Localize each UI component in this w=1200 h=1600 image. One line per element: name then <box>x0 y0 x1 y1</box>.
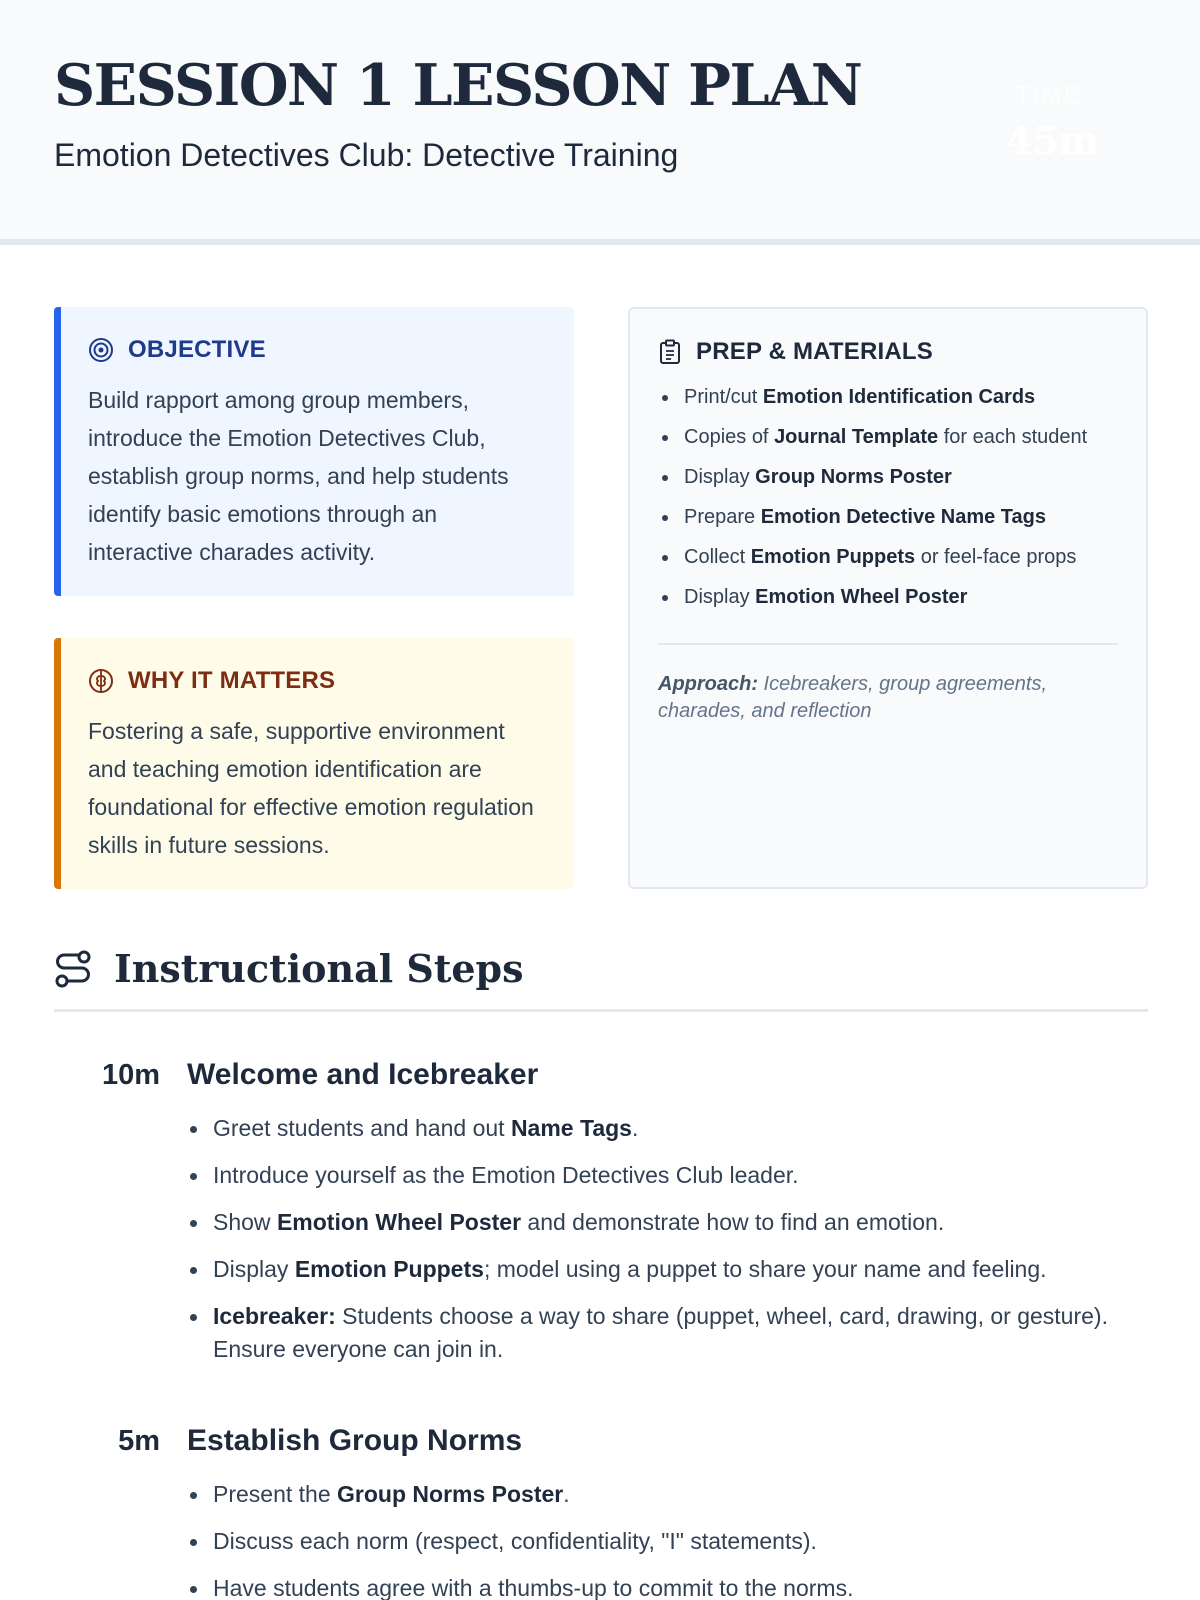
brain-icon <box>88 668 114 694</box>
list-item: Greet students and hand out Name Tags. <box>187 1112 1137 1145</box>
why-it-matters-text: Fostering a safe, supportive environment and teaching emotion identification are foundational for effective emotion regulation skills in future sessions. <box>88 718 534 858</box>
list-item: Display Group Norms Poster <box>658 465 1118 505</box>
list-item: Introduce yourself as the Emotion Detectives Club leader. <box>187 1159 1137 1192</box>
time-label: TIME <box>1016 82 1082 109</box>
page-title: SESSION 1 LESSON PLAN <box>54 52 862 119</box>
step-title: Welcome and Icebreaker <box>187 1058 539 1091</box>
page-subtitle: Emotion Detectives Club: Detective Training <box>54 137 679 173</box>
prep-materials-card <box>628 307 1148 889</box>
step-duration: 5m <box>118 1425 160 1457</box>
step-duration: 10m <box>101 1059 160 1091</box>
target-icon <box>88 337 114 363</box>
objective-card <box>54 307 574 596</box>
list-item: Discuss each norm (respect, confidentiality, "I" statements). <box>187 1525 1137 1558</box>
steps-heading: Instructional Steps <box>114 946 524 991</box>
page-header <box>0 0 1200 245</box>
list-item: Prepare Emotion Detective Name Tags <box>658 505 1118 545</box>
materials-list <box>658 385 1118 625</box>
step-list <box>187 1112 1137 1380</box>
clipboard-icon <box>658 339 682 365</box>
divider <box>658 643 1118 645</box>
instructional-steps-header <box>54 946 1148 1012</box>
list-item: Display Emotion Puppets; model using a puppet to share your name and feeling. <box>187 1253 1137 1286</box>
list-item: Present the Group Norms Poster. <box>187 1478 1137 1511</box>
approach-note: Approach: Icebreakers, group agreements, charades, and reflection <box>658 673 1048 722</box>
objective-heading: OBJECTIVE <box>128 336 266 363</box>
objective-text: Build rapport among group members, introduce the Emotion Detectives Club, establish group norms, and help students identify basic emotions through an interactive charades activity. <box>88 387 509 565</box>
list-item: Print/cut Emotion Identification Cards <box>658 385 1118 425</box>
route-icon <box>54 949 92 989</box>
step-title: Establish Group Norms <box>187 1424 523 1457</box>
list-item: Have students agree with a thumbs-up to commit to the norms. <box>187 1572 1137 1600</box>
list-item: Icebreaker: Students choose a way to share (puppet, wheel, card, drawing, or gesture). Ensure everyone can join in. <box>187 1300 1137 1366</box>
step-list <box>187 1478 1137 1600</box>
list-item: Collect Emotion Puppets or feel-face props <box>658 545 1118 585</box>
list-item: Show Emotion Wheel Poster and demonstrate how to find an emotion. <box>187 1206 1137 1239</box>
list-item: Display Emotion Wheel Poster <box>658 585 1118 625</box>
why-it-matters-heading: WHY IT MATTERS <box>128 667 336 694</box>
list-item: Copies of Journal Template for each student <box>658 425 1118 465</box>
prep-heading: PREP & MATERIALS <box>696 338 934 365</box>
time-value: 45m <box>1006 118 1100 163</box>
why-it-matters-card <box>54 638 574 889</box>
